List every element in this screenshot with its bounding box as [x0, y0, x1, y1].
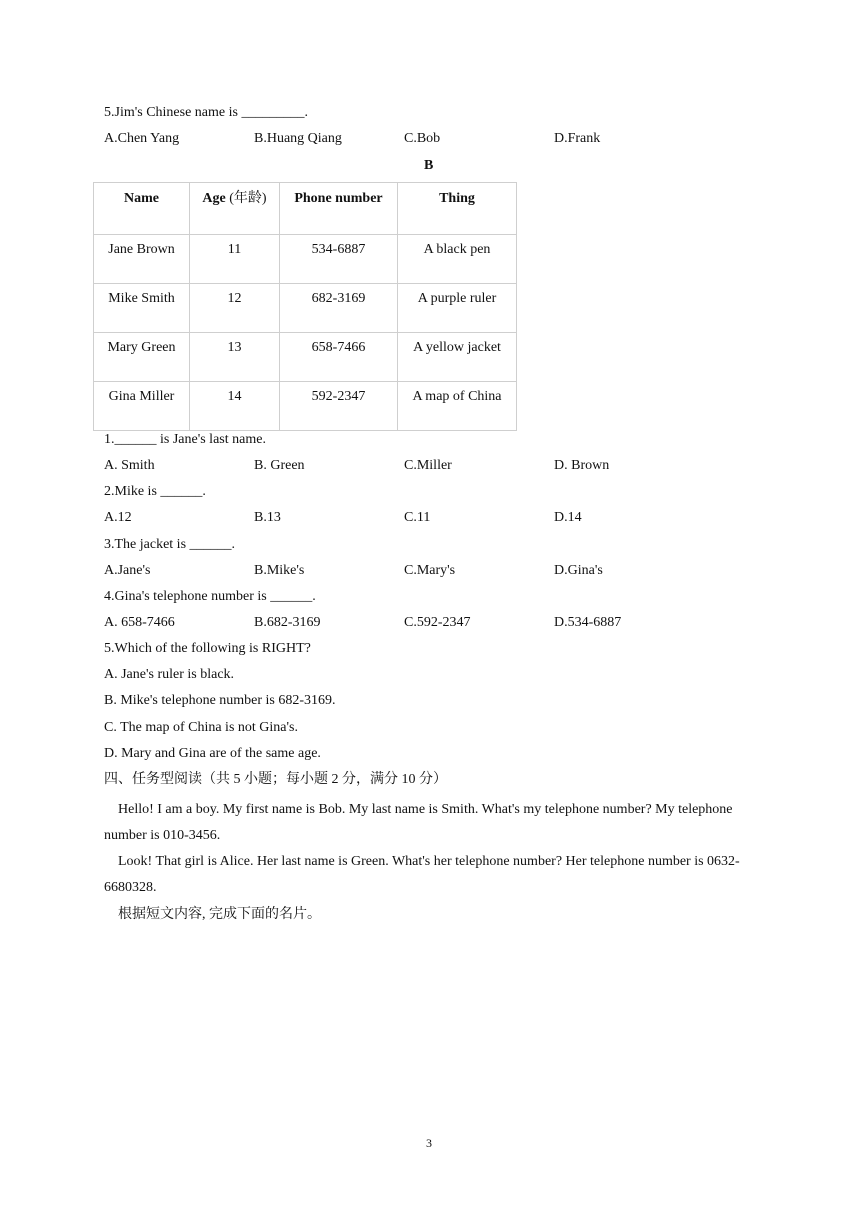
cell-name: Mike Smith — [94, 284, 190, 333]
q4-option-d: D.534-6887 — [554, 615, 622, 630]
cell-age: 11 — [190, 235, 280, 284]
q1-option-c: C.Miller — [404, 458, 452, 473]
q2-option-b: B.13 — [254, 510, 281, 525]
cell-phone: 534-6887 — [280, 235, 398, 284]
cell-age: 14 — [190, 382, 280, 431]
question-1: 1.______ is Jane's last name. — [104, 432, 266, 447]
q3-option-c: C.Mary's — [404, 563, 456, 578]
q3-option-d: D.Gina's — [554, 563, 603, 578]
cell-thing: A black pen — [398, 235, 517, 284]
q1-option-b: B. Green — [254, 458, 305, 473]
section-b-label: B — [424, 158, 434, 173]
q4-option-a: A. 658-7466 — [104, 615, 175, 630]
header-age-cn: (年龄) — [229, 190, 267, 206]
cell-thing: A yellow jacket — [398, 333, 517, 382]
cell-phone: 592-2347 — [280, 382, 398, 431]
header-thing: Thing — [398, 183, 517, 235]
q5-prev-option-a: A.Chen Yang — [104, 131, 180, 146]
task-instruction: 根据短文内容, 完成下面的名片。 — [118, 907, 321, 922]
table-header-row — [94, 183, 517, 235]
q1-option-a: A. Smith — [104, 458, 155, 473]
cell-name: Jane Brown — [94, 235, 190, 284]
q5-option-b: B. Mike's telephone number is 682-3169. — [104, 693, 336, 708]
cell-phone: 658-7466 — [280, 333, 398, 382]
cell-name: Gina Miller — [94, 382, 190, 431]
passage-paragraph-1: Hello! I am a boy. My first name is Bob. My last name is Smith. What's my telephone number? My telephone number is 010-3456. — [104, 802, 733, 843]
header-age-en: Age — [202, 190, 226, 206]
q4-option-c: C.592-2347 — [404, 615, 471, 630]
q4-option-b: B.682-3169 — [254, 615, 321, 630]
q5-prev-option-b: B.Huang Qiang — [254, 131, 342, 146]
question-2: 2.Mike is ______. — [104, 484, 206, 499]
header-phone: Phone number — [280, 183, 398, 235]
q2-option-c: C.11 — [404, 510, 431, 525]
q1-option-d: D. Brown — [554, 458, 610, 473]
cell-age: 12 — [190, 284, 280, 333]
q2-option-a: A.12 — [104, 510, 132, 525]
question-4: 4.Gina's telephone number is ______. — [104, 589, 316, 604]
q5-option-c: C. The map of China is not Gina's. — [104, 720, 298, 735]
header-age — [190, 183, 280, 235]
q5-prev-question: 5.Jim's Chinese name is _________. — [104, 105, 308, 120]
table-row — [94, 284, 517, 333]
passage-paragraph-2: Look! That girl is Alice. Her last name is Green. What's her telephone number? Her telephone number is 0632-6680328. — [104, 854, 740, 895]
q3-option-a: A.Jane's — [104, 563, 151, 578]
cell-phone: 682-3169 — [280, 284, 398, 333]
q5-prev-option-d: D.Frank — [554, 131, 601, 146]
cell-age: 13 — [190, 333, 280, 382]
table-row — [94, 382, 517, 431]
question-3: 3.The jacket is ______. — [104, 537, 236, 552]
cell-name: Mary Green — [94, 333, 190, 382]
section-4-title: 四、任务型阅读（共 5 小题；每小题 2 分，满分 10 分） — [104, 772, 447, 787]
question-5: 5.Which of the following is RIGHT? — [104, 641, 311, 656]
header-name: Name — [94, 183, 190, 235]
q5-option-a: A. Jane's ruler is black. — [104, 667, 235, 682]
table-row — [94, 333, 517, 382]
page-number: 3 — [426, 1136, 432, 1150]
cell-thing: A map of China — [398, 382, 517, 431]
info-table — [93, 182, 517, 431]
q5-option-d: D. Mary and Gina are of the same age. — [104, 746, 321, 761]
q2-option-d: D.14 — [554, 510, 582, 525]
table-row — [94, 235, 517, 284]
cell-thing: A purple ruler — [398, 284, 517, 333]
q5-prev-option-c: C.Bob — [404, 131, 441, 146]
q3-option-b: B.Mike's — [254, 563, 305, 578]
